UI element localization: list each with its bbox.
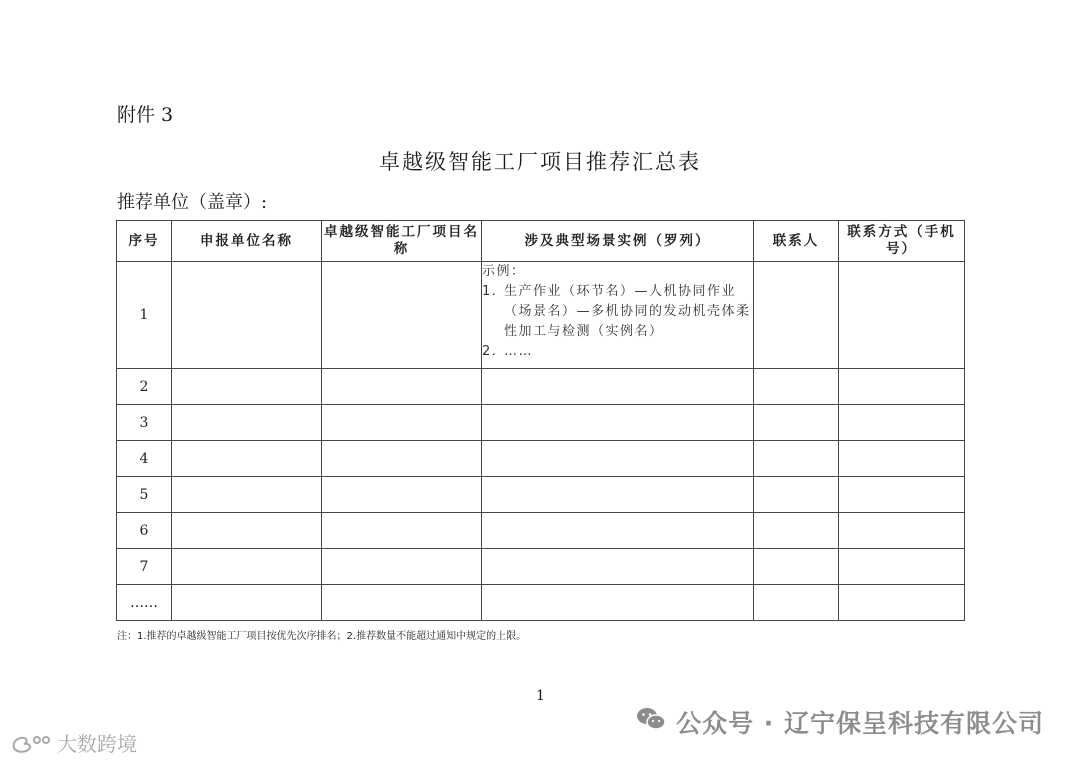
project-cell[interactable] (322, 513, 482, 549)
footnote: 注：1.推荐的卓越级智能工厂项目按优先次序排名；2.推荐数量不能超过通知中规定的上限。 (117, 631, 527, 642)
project-cell[interactable] (322, 477, 482, 513)
project-cell[interactable] (322, 262, 482, 369)
contact-cell[interactable] (754, 549, 839, 585)
example-item-2-number: 2. (482, 344, 498, 359)
phone-cell[interactable] (839, 585, 965, 621)
contact-cell[interactable] (754, 262, 839, 369)
page-number: 1 (536, 688, 545, 704)
table-row (117, 513, 965, 549)
scenario-example-cell[interactable] (482, 262, 754, 369)
phone-cell[interactable] (839, 549, 965, 585)
contact-cell[interactable] (754, 477, 839, 513)
wechat-icon (636, 706, 666, 738)
table-row (117, 262, 965, 369)
scenario-cell[interactable] (482, 441, 754, 477)
row-number: 6 (117, 513, 172, 549)
scenario-cell[interactable] (482, 585, 754, 621)
scenario-cell[interactable] (482, 405, 754, 441)
phone-cell[interactable] (839, 477, 965, 513)
weibo-watermark-text: 大数跨境 (57, 732, 137, 756)
applicant-cell[interactable] (172, 513, 322, 549)
row-number: 7 (117, 549, 172, 585)
header-seq: 序号 (117, 221, 172, 262)
example-item-2-text: …… (504, 344, 533, 359)
project-cell[interactable] (322, 405, 482, 441)
applicant-cell[interactable] (172, 262, 322, 369)
wechat-watermark (636, 704, 1044, 740)
contact-cell[interactable] (754, 585, 839, 621)
row-number: 3 (117, 405, 172, 441)
applicant-cell[interactable] (172, 405, 322, 441)
scenario-cell[interactable] (482, 513, 754, 549)
applicant-cell[interactable] (172, 549, 322, 585)
applicant-cell[interactable] (172, 369, 322, 405)
row-number: 1 (117, 262, 172, 369)
example-item-1-text: 生产作业（环节名）—人机协同作业（场景名）—多机协同的发动机壳体柔性加工与检测（实例名） (504, 284, 751, 339)
project-cell[interactable] (322, 549, 482, 585)
applicant-cell[interactable] (172, 585, 322, 621)
project-cell[interactable] (322, 585, 482, 621)
row-number: …… (117, 585, 172, 621)
contact-cell[interactable] (754, 513, 839, 549)
header-contact: 联系人 (754, 221, 839, 262)
example-item-1 (482, 282, 753, 342)
scenario-cell[interactable] (482, 477, 754, 513)
phone-cell[interactable] (839, 405, 965, 441)
contact-cell[interactable] (754, 441, 839, 477)
phone-cell[interactable] (839, 513, 965, 549)
example-label: 示例： (482, 264, 526, 279)
applicant-cell[interactable] (172, 477, 322, 513)
contact-cell[interactable] (754, 405, 839, 441)
table-row (117, 405, 965, 441)
project-cell[interactable] (322, 369, 482, 405)
table-row (117, 549, 965, 585)
phone-cell[interactable] (839, 369, 965, 405)
page-title: 卓越级智能工厂项目推荐汇总表 (379, 150, 701, 174)
header-applicant: 申报单位名称 (172, 221, 322, 262)
weibo-watermark (10, 728, 137, 757)
recommending-unit-label: 推荐单位（盖章）: (117, 192, 268, 213)
summary-table (116, 220, 965, 621)
table-row (117, 585, 965, 621)
phone-cell[interactable] (839, 441, 965, 477)
wechat-watermark-text: 公众号 · 辽宁保呈科技有限公司 (676, 709, 1044, 738)
row-number: 2 (117, 369, 172, 405)
applicant-cell[interactable] (172, 441, 322, 477)
header-phone: 联系方式（手机号） (839, 221, 965, 262)
table-header-row (117, 221, 965, 262)
table-row (117, 441, 965, 477)
row-number: 4 (117, 441, 172, 477)
contact-cell[interactable] (754, 369, 839, 405)
row-number: 5 (117, 477, 172, 513)
project-cell[interactable] (322, 441, 482, 477)
example-item-2 (482, 342, 753, 362)
header-scenario: 涉及典型场景实例（罗列） (482, 221, 754, 262)
header-project: 卓越级智能工厂项目名称 (322, 221, 482, 262)
table-row (117, 369, 965, 405)
scenario-cell[interactable] (482, 369, 754, 405)
scenario-cell[interactable] (482, 549, 754, 585)
attachment-label: 附件 3 (117, 104, 174, 126)
example-item-1-number: 1. (482, 284, 498, 299)
phone-cell[interactable] (839, 262, 965, 369)
weibo-logo-icon (10, 732, 54, 754)
table-row (117, 477, 965, 513)
